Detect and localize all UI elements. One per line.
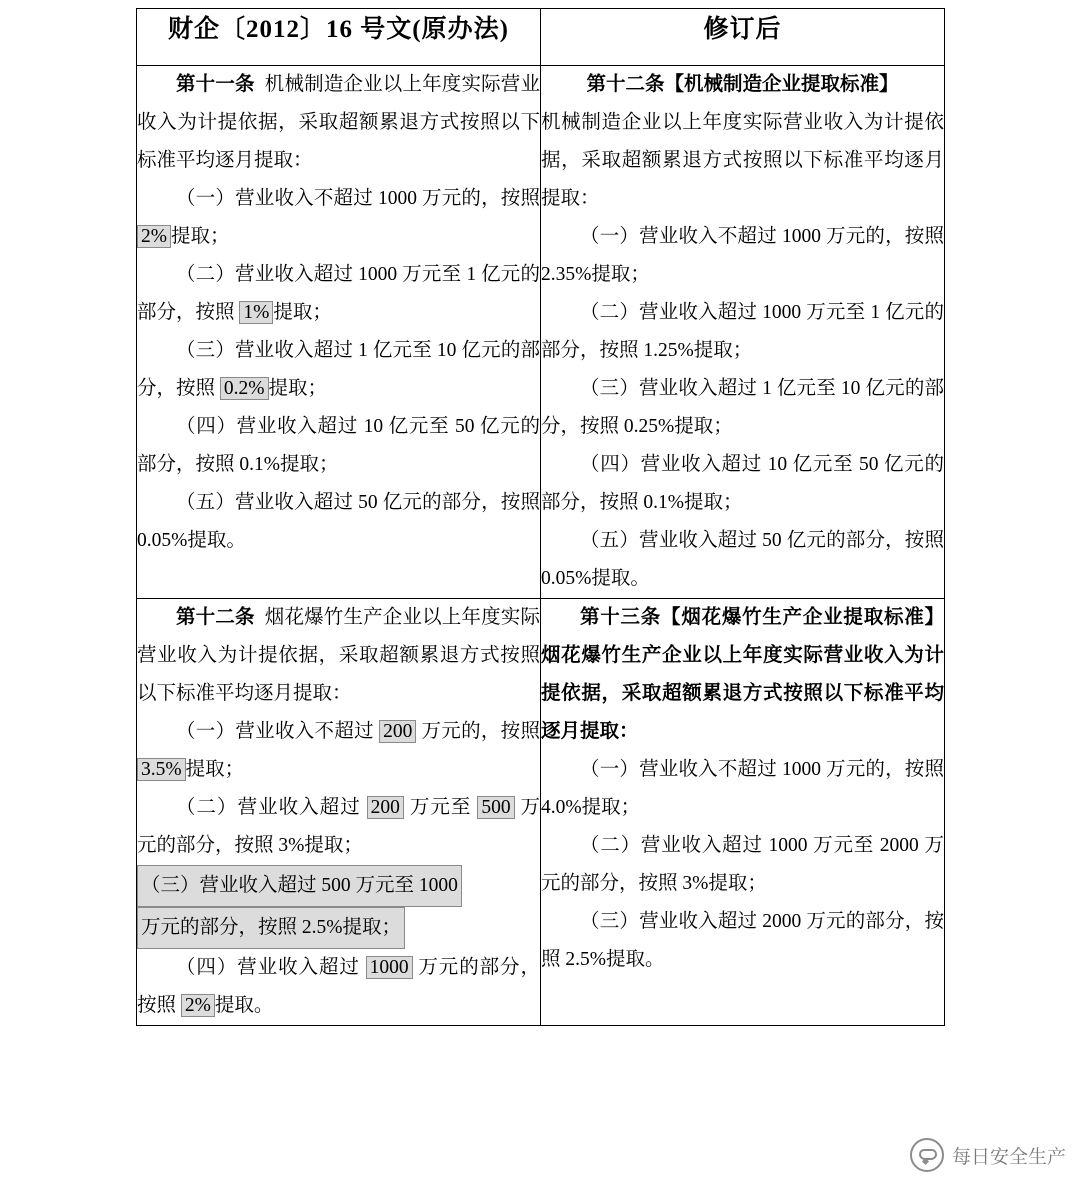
paragraph-item-2: （二）营业收入超过 1000 万元至 1 亿元的部分，按照 1.25%提取； <box>541 302 944 362</box>
paragraph-item-5: （五）营业收入超过 50 亿元的部分，按照 0.05%提取。 <box>541 530 944 590</box>
paragraph-item-3: （三）营业收入超过 1 亿元至 10 亿元的部分，按照 0.25%提取； <box>541 378 944 438</box>
cell-original-article-12 <box>137 599 541 1026</box>
header-cell-revised: 修订后 <box>541 9 945 66</box>
paragraph-item-3: （三）营业收入超过 1 亿元至 10 亿元的部分，按照 0.2% 提取； <box>137 340 540 400</box>
paragraph-item-4: （四）营业收入超过 1000 万元的部分，按照 2% 提取。 <box>137 957 540 1017</box>
watermark-label: 每日安全生产 <box>951 1146 1066 1168</box>
paragraph-item-2: （二）营业收入超过 200 万元至 500 万元的部分，按照 3%提取； <box>137 797 540 857</box>
paragraph-lead: 机械制造企业以上年度实际营业收入为计提依据，采取超额累退方式按照以下标准平均逐月提取： <box>541 112 944 210</box>
paragraph-item-1: （一）营业收入不超过 1000 万元的，按照 2.35%提取； <box>541 226 944 286</box>
highlight-amount-1000: 1000 <box>366 956 413 979</box>
table-header-row <box>137 9 945 66</box>
cell-revised-article-13 <box>541 599 945 1026</box>
table-row <box>137 66 945 599</box>
paragraph-item-3 <box>137 865 540 949</box>
paragraph-article-title: 第十三条【烟花爆竹生产企业提取标准】烟花爆竹生产企业以上年度实际营业收入为计提依据，采取超额累退方式按照以下标准平均逐月提取： <box>541 607 944 743</box>
paragraph-article-heading: 第十二条 烟花爆竹生产企业以上年度实际营业收入为计提依据，采取超额累退方式按照以下标准平均逐月提取： <box>137 607 540 705</box>
paragraph-article-title: 第十二条【机械制造企业提取标准】 <box>586 74 899 95</box>
highlight-line-item-3a: （三）营业收入超过 500 万元至 1000 <box>137 865 462 907</box>
highlight-rate-2pct: 2% <box>137 225 171 248</box>
highlight-amount-500: 500 <box>477 796 514 819</box>
wechat-account-icon <box>910 1138 944 1172</box>
paragraph-item-1: （一）营业收入不超过 1000 万元的，按照 4.0%提取； <box>541 759 944 819</box>
paragraph-item-1: （一）营业收入不超过 200 万元的，按照 3.5% 提取； <box>137 713 540 789</box>
watermark <box>910 1138 1066 1172</box>
highlight-rate-1pct: 1% <box>239 301 273 324</box>
highlight-rate-2pct-b: 2% <box>181 994 215 1017</box>
highlight-amount-200-b: 200 <box>367 796 404 819</box>
paragraph-item-5: （五）营业收入超过 50 亿元的部分，按照 0.05%提取。 <box>137 492 540 552</box>
paragraph-item-2: （二）营业收入超过 1000 万元至 2000 万元的部分，按照 3%提取； <box>541 835 944 895</box>
cell-revised-article-12 <box>541 66 945 599</box>
paragraph-item-1: （一）营业收入不超过 1000 万元的，按照 2% 提取； <box>137 180 540 256</box>
paragraph-item-2: （二）营业收入超过 1000 万元至 1 亿元的部分，按照 1% 提取； <box>137 264 540 324</box>
comparison-table <box>136 8 945 1026</box>
cell-original-article-11 <box>137 66 541 599</box>
highlight-line-item-3b: 万元的部分，按照 2.5%提取； <box>137 907 405 949</box>
highlight-rate-35pct: 3.5% <box>137 758 186 781</box>
paragraph-item-3: （三）营业收入超过 2000 万元的部分，按照 2.5%提取。 <box>541 911 944 971</box>
paragraph-item-4: （四）营业收入超过 10 亿元至 50 亿元的部分，按照 0.1%提取； <box>541 454 944 514</box>
highlight-rate-02pct: 0.2% <box>220 377 269 400</box>
highlight-amount-200: 200 <box>379 720 416 743</box>
paragraph-article-heading: 第十一条 机械制造企业以上年度实际营业收入为计提依据，采取超额累退方式按照以下标准平均逐月提取： <box>137 74 540 172</box>
header-cell-original: 财企〔2012〕16 号文(原办法) <box>137 9 541 66</box>
paragraph-item-4: （四）营业收入超过 10 亿元至 50 亿元的部分，按照 0.1%提取； <box>137 416 540 476</box>
table-row <box>137 599 945 1026</box>
